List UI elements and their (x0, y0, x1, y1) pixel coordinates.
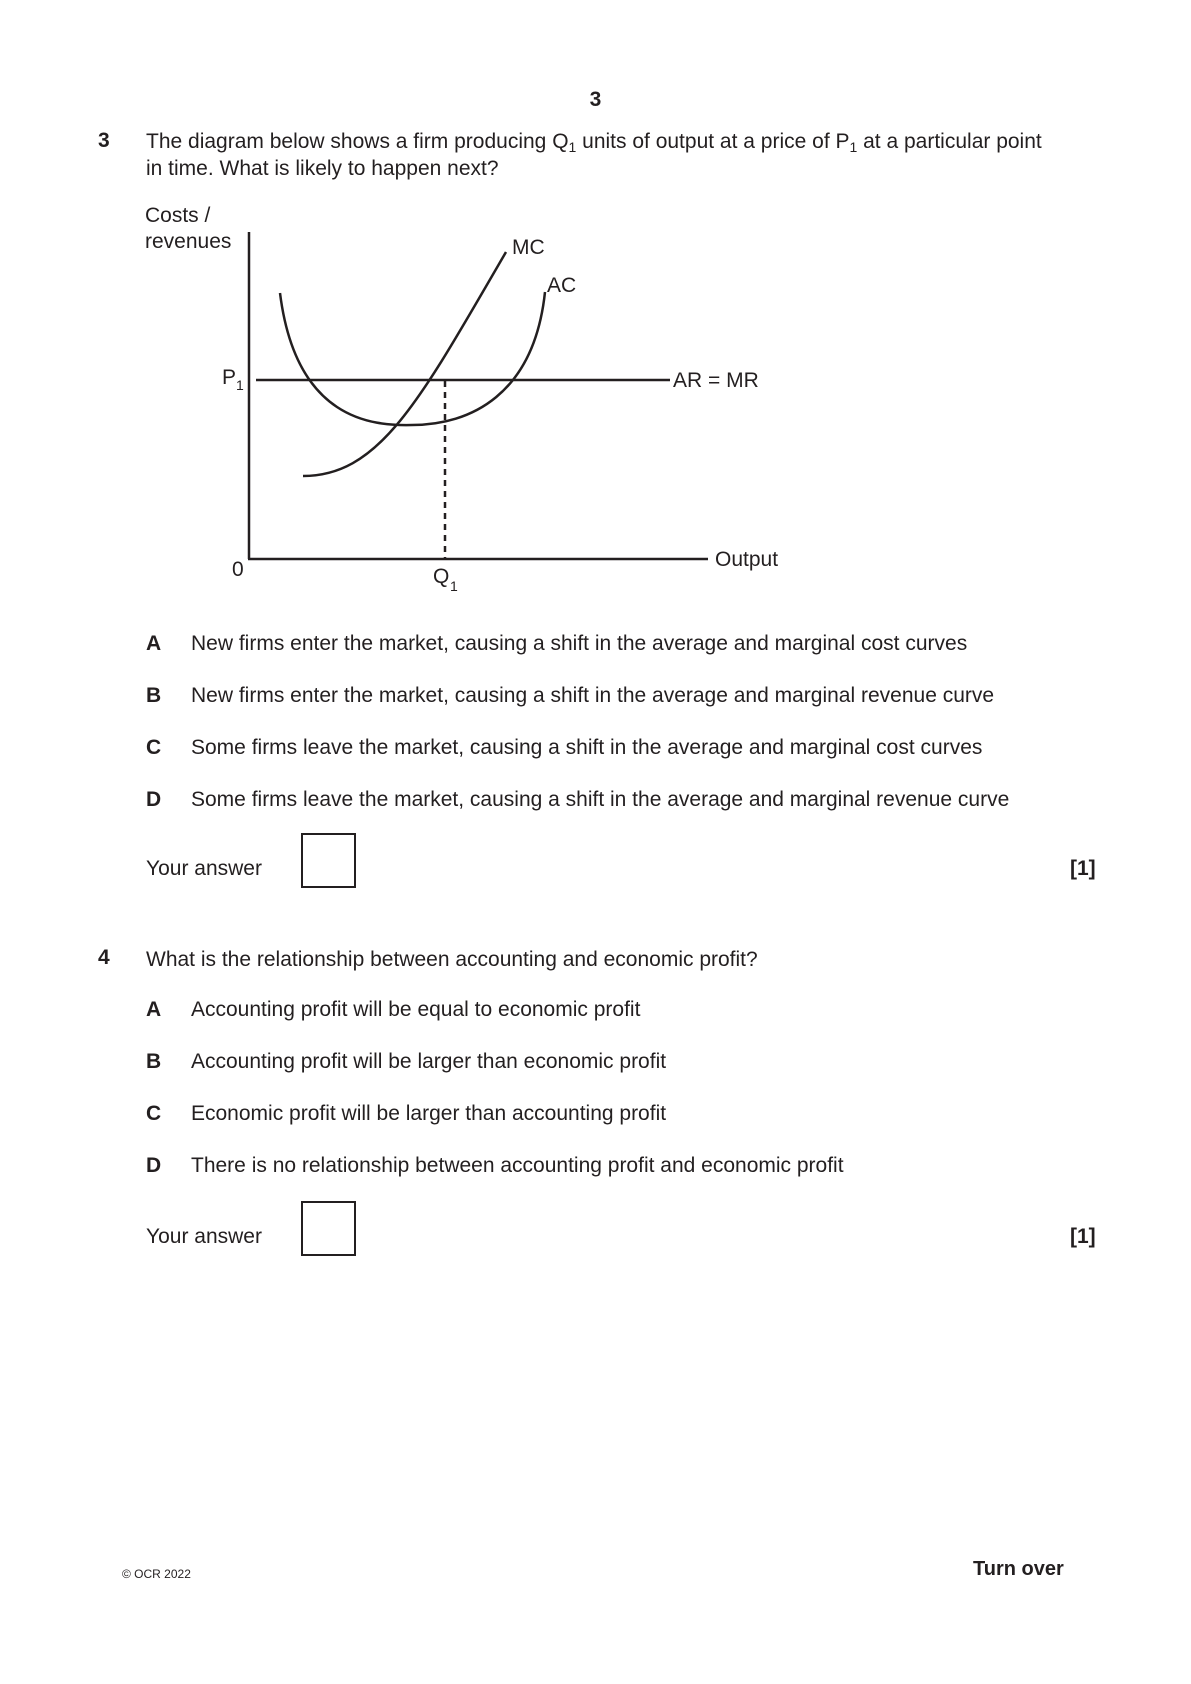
question-3-text-part: units of output at a price of P (576, 130, 850, 153)
q3-option-b-text: New firms enter the market, causing a shift in the average and marginal revenue curve (191, 684, 995, 707)
x-axis-label: Output (715, 548, 779, 571)
q3-option-a-text: New firms enter the market, causing a shift in the average and marginal cost curves (191, 632, 968, 655)
q3-option-d-letter: D (146, 788, 162, 811)
q3-option-c-letter: C (146, 736, 162, 759)
q4-answer-label: Your answer (146, 1225, 262, 1248)
turn-over-text: Turn over (973, 1558, 1064, 1580)
mc-label: MC (512, 236, 545, 259)
question-3-text-part: The diagram below shows a firm producing Q (146, 130, 569, 153)
ar-mr-label: AR = MR (673, 369, 759, 392)
page-number: 3 (589, 88, 602, 111)
ac-label: AC (547, 274, 577, 297)
q1-label: Q (433, 565, 450, 588)
origin-label: 0 (232, 558, 244, 581)
question-3-text-part: at a particular point (857, 130, 1042, 153)
cost-revenue-diagram (0, 0, 1191, 600)
q4-option-b-text: Accounting profit will be larger than economic profit (191, 1050, 667, 1073)
q4-option-c-letter: C (146, 1102, 162, 1125)
q3-option-d-text: Some firms leave the market, causing a shift in the average and marginal revenue curve (191, 788, 1010, 811)
q3-answer-label: Your answer (146, 857, 262, 880)
q3-answer-box[interactable] (301, 833, 356, 888)
q3-option-a-letter: A (146, 632, 162, 655)
question-3-text-line2: in time. What is likely to happen next? (146, 157, 499, 180)
y-axis-label-line2: revenues (145, 230, 232, 253)
question-4-text: What is the relationship between accounting and economic profit? (146, 948, 758, 971)
q4-option-d-letter: D (146, 1154, 162, 1177)
q4-option-b-letter: B (146, 1050, 162, 1073)
question-3-number: 3 (98, 129, 110, 152)
p1-label-subscript: 1 (236, 377, 244, 393)
q3-option-b-letter: B (146, 684, 162, 707)
question-4-number: 4 (98, 946, 110, 969)
p1-label: P (222, 366, 237, 389)
copyright-notice: © OCR 2022 (122, 1567, 191, 1581)
q4-option-a-letter: A (146, 998, 162, 1021)
q3-option-c-text: Some firms leave the market, causing a shift in the average and marginal cost curves (191, 736, 983, 759)
q1-subscript: 1 (568, 139, 577, 155)
q4-option-c-text: Economic profit will be larger than accounting profit (191, 1102, 667, 1125)
q4-answer-box[interactable] (301, 1201, 356, 1256)
y-axis-label-line1: Costs / (145, 204, 211, 227)
q4-marks: [1] (1070, 1225, 1096, 1248)
q4-option-a-text: Accounting profit will be equal to economic profit (191, 998, 641, 1021)
q4-option-d-text: There is no relationship between accounting profit and economic profit (191, 1154, 844, 1177)
q3-marks: [1] (1070, 857, 1096, 880)
p1-subscript: 1 (849, 139, 858, 155)
q1-label-subscript: 1 (450, 578, 458, 594)
mc-curve (303, 252, 506, 476)
